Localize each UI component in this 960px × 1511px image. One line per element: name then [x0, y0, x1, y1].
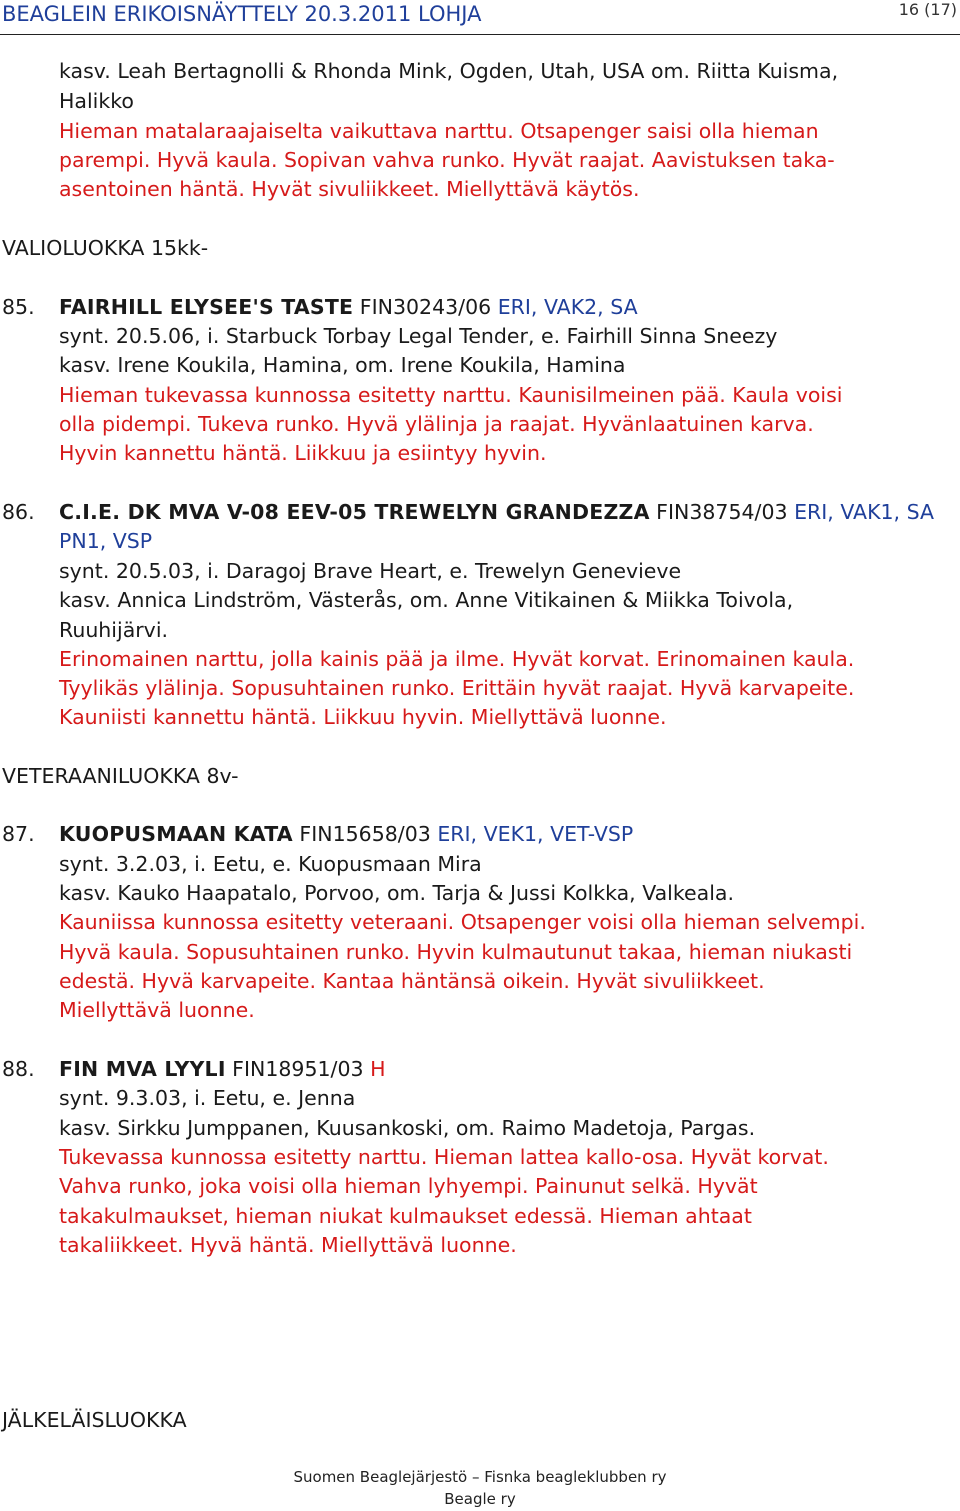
entry-number-86: 86.	[2, 500, 35, 524]
entry-85-critique-1: Hieman tukevassa kunnossa esitetty narttu. Kaunisilmeinen pää. Kaula voisi	[59, 383, 843, 407]
intro-breeder: kasv. Leah Bertagnolli & Rhonda Mink, Ogden, Utah, USA om. Riitta Kuisma,	[59, 59, 839, 83]
dog-name: FAIRHILL ELYSEE'S TASTE	[59, 295, 354, 319]
entry-87-critique-4: Miellyttävä luonne.	[59, 998, 255, 1022]
result: ERI, VEK1, VET-VSP	[437, 822, 634, 846]
reg-number: FIN30243/06	[353, 295, 498, 319]
entry-86-critique-2: Tyylikäs ylälinja. Sopusuhtainen runko. Erittäin hyvät raajat. Hyvä karvapeite.	[59, 676, 855, 700]
entry-86-owner-cont: Ruuhijärvi.	[59, 618, 169, 642]
result: H	[370, 1057, 386, 1081]
entry-86-result-cont: PN1, VSP	[59, 529, 153, 553]
entry-number-87: 87.	[2, 822, 35, 846]
entry-85-born: synt. 20.5.06, i. Starbuck Torbay Legal Tender, e. Fairhill Sinna Sneezy	[59, 324, 778, 348]
reg-number: FIN15658/03	[292, 822, 438, 846]
entry-88-critique-2: Vahva runko, joka voisi olla hieman lyhyempi. Painunut selkä. Hyvät	[59, 1174, 758, 1198]
entry-87-critique-2: Hyvä kaula. Sopusuhtainen runko. Hyvin kulmautunut takaa, hieman niukasti	[59, 940, 853, 964]
footer-line-2: Beagle ry	[444, 1490, 516, 1508]
entry-87-title	[59, 821, 633, 847]
intro-owner-cont: Halikko	[59, 89, 134, 113]
footer-line-1: Suomen Beaglejärjestö – Fisnka beagleklubben ry	[293, 1468, 667, 1486]
intro-critique-1: Hieman matalaraajaiselta vaikuttava narttu. Otsapenger saisi olla hieman	[59, 119, 819, 143]
reg-number: FIN18951/03	[225, 1057, 371, 1081]
entry-85-critique-2: olla pidempi. Tukeva runko. Hyvä ylälinja ja raajat. Hyvänlaatuinen karva.	[59, 412, 814, 436]
class-heading-jalkelaisluokka: JÄLKELÄISLUOKKA	[2, 1408, 187, 1432]
class-heading-veteraaniluokka: VETERAANILUOKKA 8v-	[2, 764, 239, 788]
result: ERI, VAK1, SA	[794, 500, 935, 524]
class-heading-valioluokka: VALIOLUOKKA 15kk-	[2, 236, 209, 260]
entry-86-breeder: kasv. Annica Lindström, Västerås, om. Anne Vitikainen & Miikka Toivola,	[59, 588, 794, 612]
entry-86-title	[59, 499, 934, 525]
entry-88-title	[59, 1056, 386, 1082]
entry-87-breeder: kasv. Kauko Haapatalo, Porvoo, om. Tarja & Jussi Kolkka, Valkeala.	[59, 881, 734, 905]
entry-86-critique-1: Erinomainen narttu, jolla kainis pää ja ilme. Hyvät korvat. Erinomainen kaula.	[59, 647, 855, 671]
entry-87-critique-1: Kauniissa kunnossa esitetty veteraani. Otsapenger voisi olla hieman selvempi.	[59, 910, 866, 934]
entry-87-born: synt. 3.2.03, i. Eetu, e. Kuopusmaan Mira	[59, 852, 482, 876]
entry-87-critique-3: edestä. Hyvä karvapeite. Kantaa häntänsä oikein. Hyvät sivuliikkeet.	[59, 969, 765, 993]
entry-88-critique-1: Tukevassa kunnossa esitetty narttu. Hieman lattea kallo-osa. Hyvät korvat.	[59, 1145, 829, 1169]
entry-88-born: synt. 9.3.03, i. Eetu, e. Jenna	[59, 1086, 356, 1110]
entry-86-born: synt. 20.5.03, i. Daragoj Brave Heart, e. Trewelyn Genevieve	[59, 559, 682, 583]
entry-number-85: 85.	[2, 295, 35, 319]
entry-number-88: 88.	[2, 1057, 35, 1081]
reg-number: FIN38754/03	[649, 500, 795, 524]
dog-name: FIN MVA LYYLI	[59, 1057, 226, 1081]
dog-name: KUOPUSMAAN KATA	[59, 822, 293, 846]
entry-86-critique-3: Kauniisti kannettu häntä. Liikkuu hyvin. Miellyttävä luonne.	[59, 705, 667, 729]
entry-88-critique-3: takakulmaukset, hieman niukat kulmaukset edessä. Hieman ahtaat	[59, 1204, 752, 1228]
result: ERI, VAK2, SA	[497, 295, 638, 319]
entry-88-critique-4: takaliikkeet. Hyvä häntä. Miellyttävä luonne.	[59, 1233, 517, 1257]
entry-85-breeder: kasv. Irene Koukila, Hamina, om. Irene Koukila, Hamina	[59, 353, 626, 377]
entry-85-critique-3: Hyvin kannettu häntä. Liikkuu ja esiintyy hyvin.	[59, 441, 547, 465]
dog-name: C.I.E. DK MVA V-08 EEV-05 TREWELYN GRANDEZZA	[59, 500, 650, 524]
intro-critique-3: asentoinen häntä. Hyvät sivuliikkeet. Miellyttävä käytös.	[59, 177, 640, 201]
intro-critique-2: parempi. Hyvä kaula. Sopivan vahva runko. Hyvät raajat. Aavistuksen taka-	[59, 148, 835, 172]
header-title: BEAGLEIN ERIKOISNÄYTTELY 20.3.2011 LOHJA	[2, 2, 482, 26]
entry-85-title	[59, 294, 638, 320]
page-number: 16 (17)	[898, 0, 957, 19]
page-header	[0, 0, 960, 35]
entry-88-breeder: kasv. Sirkku Jumppanen, Kuusankoski, om. Raimo Madetoja, Pargas.	[59, 1116, 756, 1140]
